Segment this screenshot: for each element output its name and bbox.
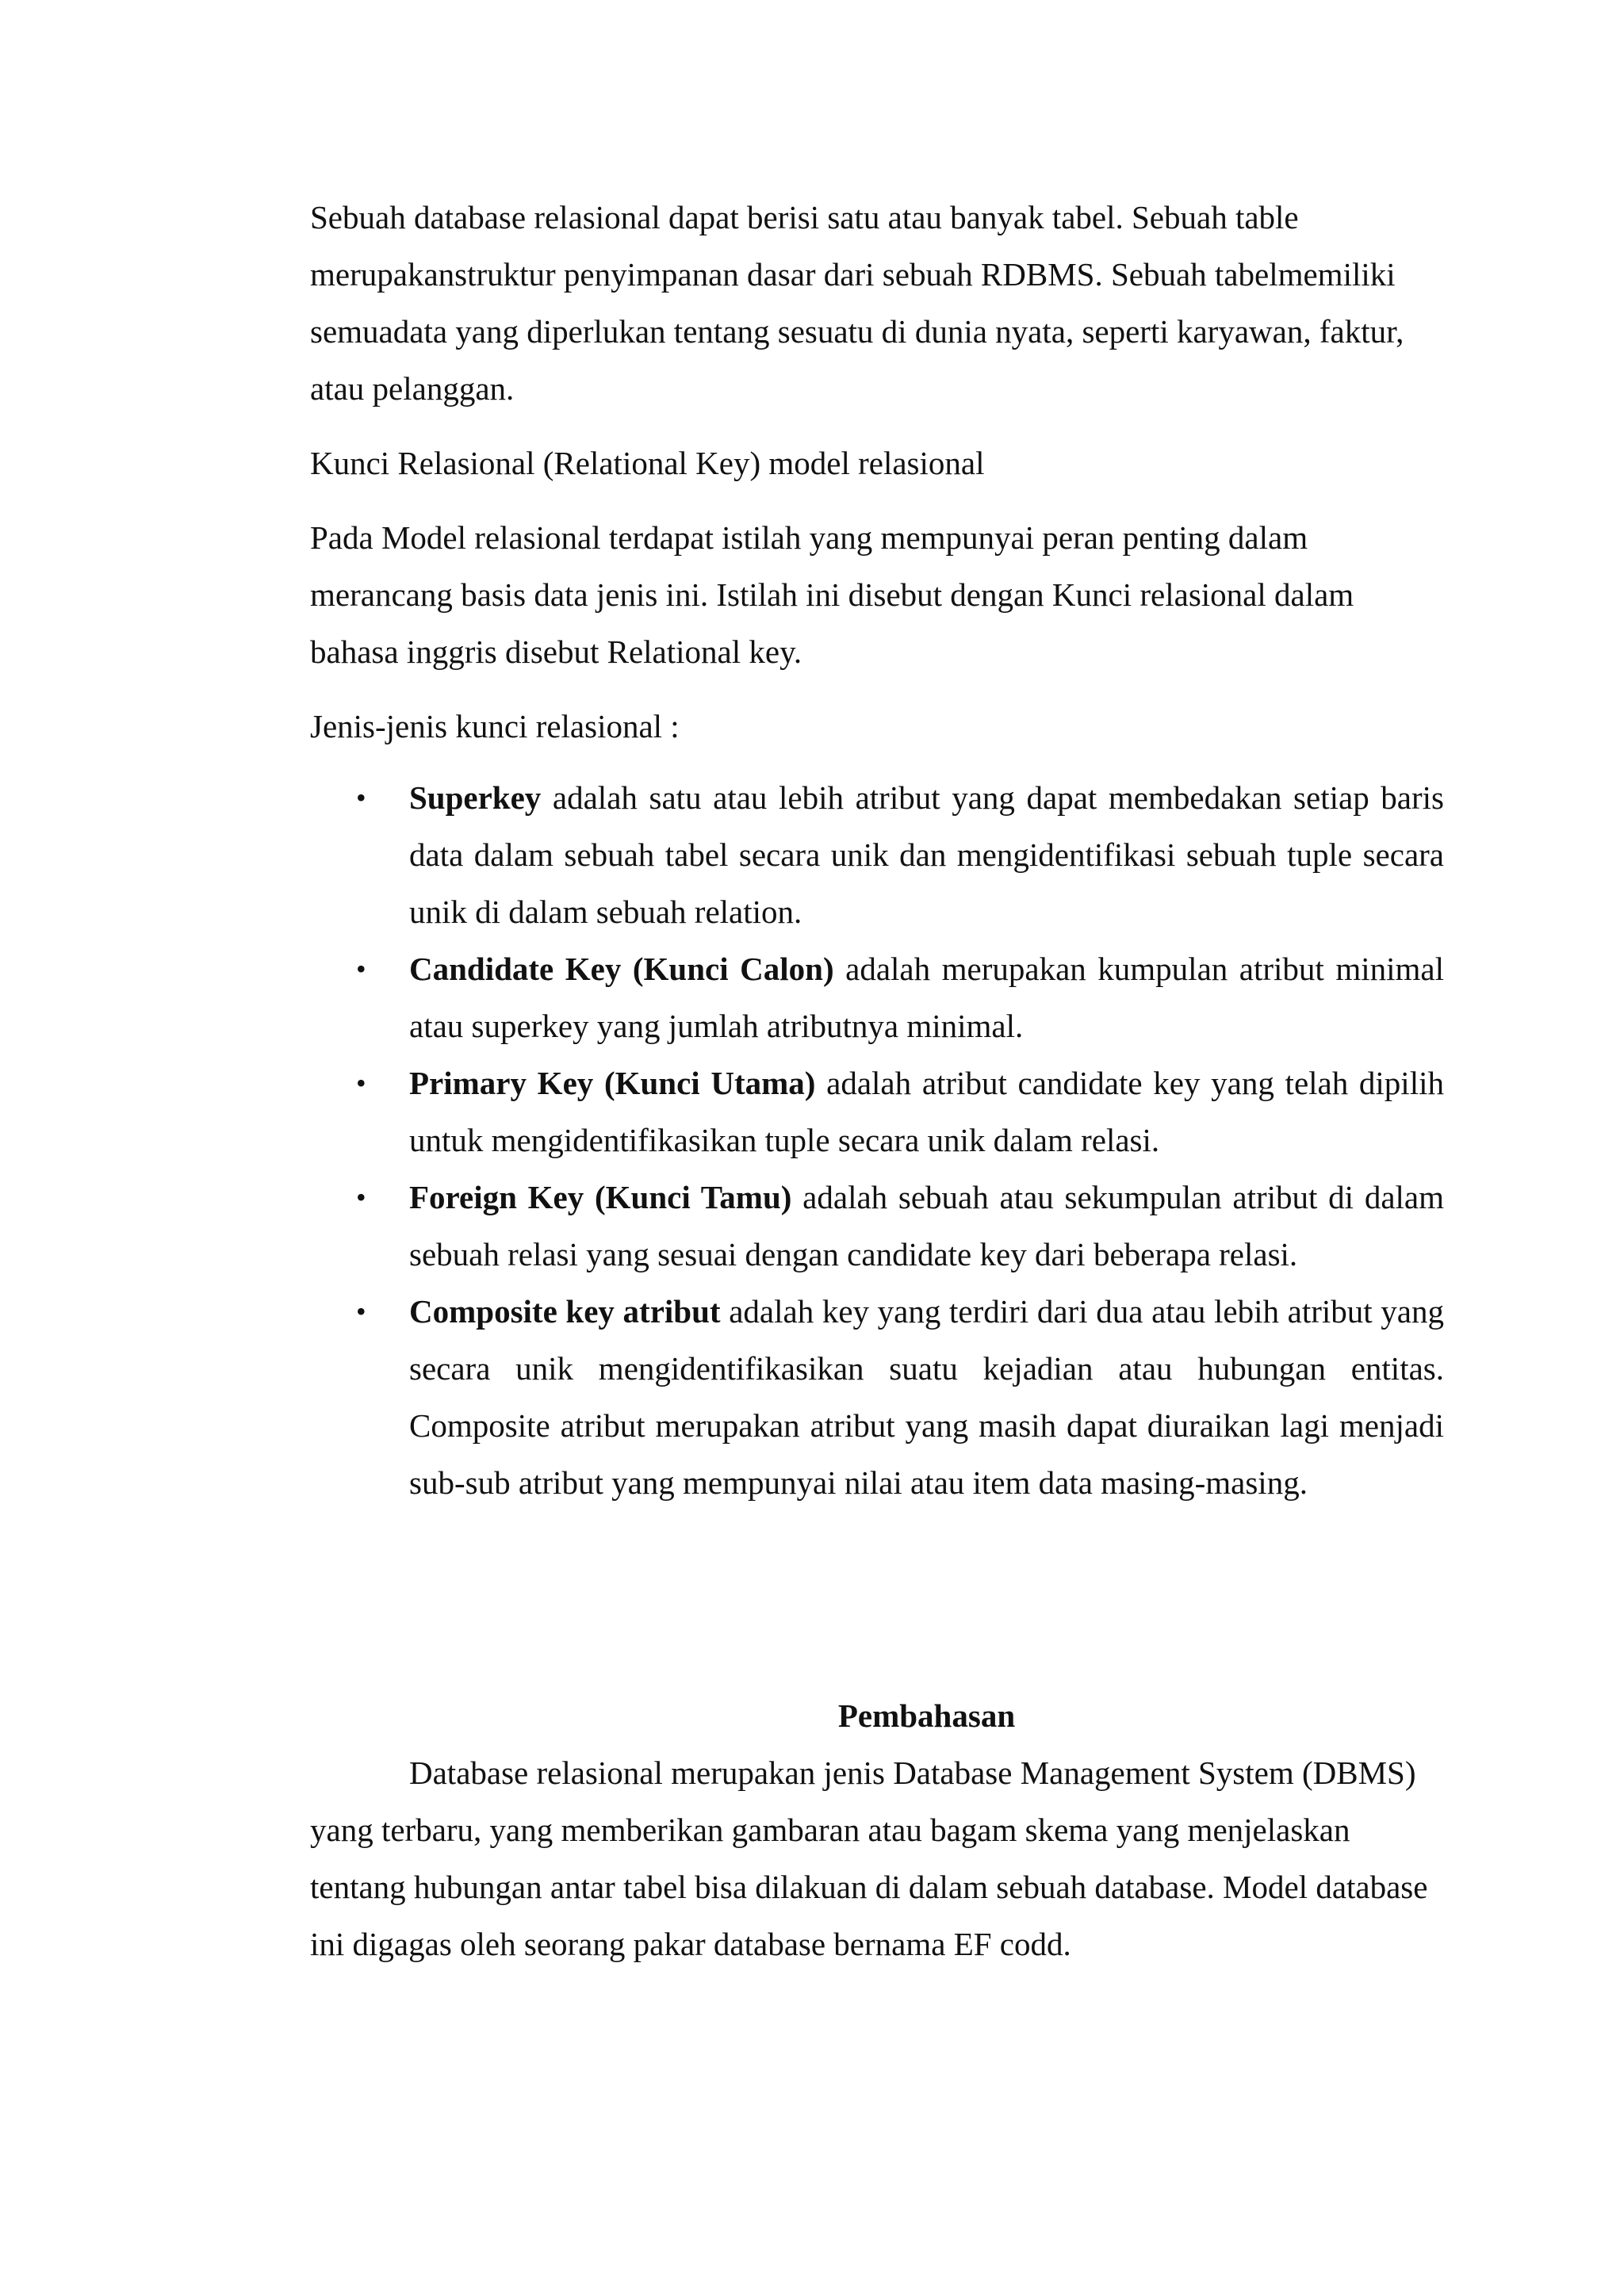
model-paragraph: Pada Model relasional terdapat istilah yang mempunyai peran penting dalam merancang basis data jenis ini. Istilah ini disebut dengan Kunci relasional dalam bahasa inggris disebut Relational key. (310, 519, 1354, 670)
key-term: Superkey (409, 779, 542, 816)
discussion-paragraph: Database relasional merupakan jenis Database Management System (DBMS) yang terbaru, yang memberikan gambaran atau bagam skema yang menjelaskan tentang hubungan antar tabel bisa dilakuan di dalam sebuah database. Model database ini digagas oleh seorang pakar database bernama EF codd. (310, 1755, 1428, 1962)
bullet-icon: • (356, 1067, 366, 1099)
key-description: adalah key yang terdiri dari dua atau lebih atribut yang secara unik mengidentifikasikan suatu kejadian atau hubungan entitas. Composite atribut merupakan atribut yang masih dapat diuraikan lagi menjadi sub-sub atribut yang mempunyai nilai atau item data masing-masing. (409, 1293, 1444, 1501)
key-description: adalah atribut candidate key yang telah dipilih untuk mengidentifikasikan tuple secara unik dalam relasi. (409, 1065, 1444, 1158)
key-term: Foreign Key (Kunci Tamu) (409, 1179, 792, 1215)
list-item-foreign-key (310, 1169, 1444, 1283)
key-description: adalah satu atau lebih atribut yang dapat membedakan setiap baris data dalam sebuah tabel secara unik dan mengidentifikasi sebuah tuple secara unik di dalam sebuah relation. (409, 779, 1444, 930)
key-term: Primary Key (Kunci Utama) (409, 1065, 816, 1101)
bullet-icon: • (356, 1181, 366, 1213)
relational-key-heading: Kunci Relasional (Relational Key) model relasional (310, 445, 985, 481)
bullet-icon: • (356, 953, 366, 985)
section-title: Pembahasan (837, 1697, 1016, 1734)
key-term: Candidate Key (Kunci Calon) (409, 951, 834, 987)
list-item-superkey (310, 769, 1444, 940)
intro-paragraph: Sebuah database relasional dapat berisi satu atau banyak tabel. Sebuah table merupakanstruktur penyimpanan dasar dari sebuah RDBMS. Sebuah tabelmemiliki semuadata yang diperlukan tentang sesuatu di dunia nyata, seperti karyawan, faktur, atau pelanggan. (310, 199, 1404, 407)
list-item-composite-key (310, 1283, 1444, 1511)
key-description: adalah sebuah atau sekumpulan atribut di dalam sebuah relasi yang sesuai dengan candidate key dari beberapa relasi. (409, 1179, 1444, 1272)
key-description: adalah merupakan kumpulan atribut minimal atau superkey yang jumlah atributnya minimal. (409, 951, 1444, 1044)
bullet-icon: • (356, 1295, 366, 1327)
bullet-icon: • (356, 782, 366, 813)
list-item-primary-key (310, 1054, 1444, 1169)
key-types-label: Jenis-jenis kunci relasional : (310, 708, 680, 744)
document-content (310, 189, 1444, 1511)
key-types-list (310, 769, 1444, 1511)
list-item-candidate-key (310, 940, 1444, 1054)
key-term: Composite key atribut (409, 1293, 721, 1330)
